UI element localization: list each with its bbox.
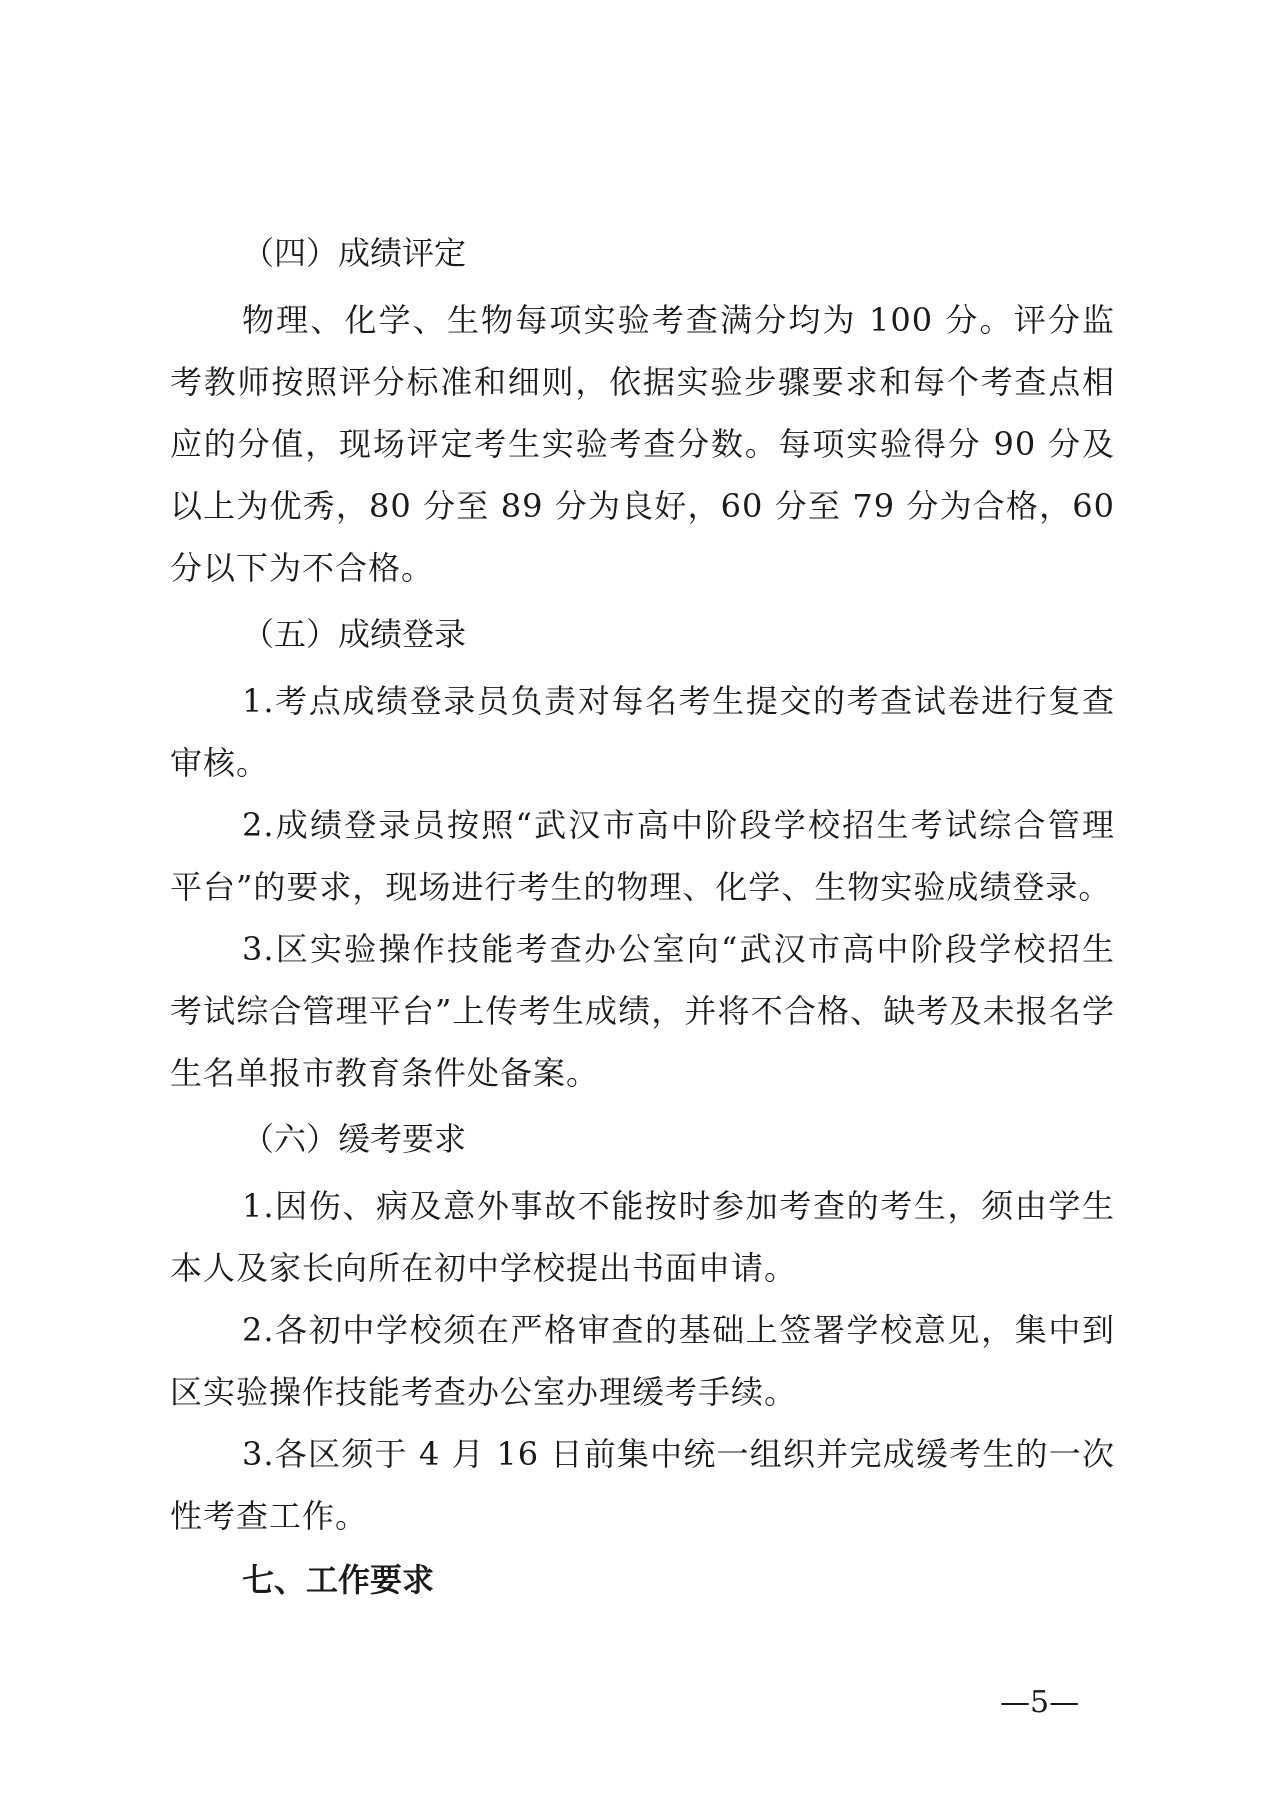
paragraph: 物理、化学、生物每项实验考查满分均为 100 分。评分监考教师按照评分标准和细则，依据实验步骤要求和每个考查点相应的分值，现场评定考生实验考查分数。每项实验得分 90 分及以上为优秀，80 分至 89 分为良好，60 分至 79 分为合格，60 分以下为不合格。 (170, 301, 1115, 587)
document-body (170, 228, 1115, 1605)
paragraph: 3.区实验操作技能考查办公室向“武汉市高中阶段学校招生考试综合管理平台”上传考生成绩，并将不合格、缺考及未报名学生名单报市教育条件处备案。 (170, 930, 1115, 1092)
paragraph: 2.各初中学校须在严格审查的基础上签署学校意见，集中到区实验操作技能考查办公室办理缓考手续。 (170, 1311, 1115, 1411)
page-number: —5— (1000, 1685, 1080, 1720)
section-deferred-exam (170, 1114, 1115, 1547)
paragraph: 3.各区须于 4 月 16 日前集中统一组织并完成缓考生的一次性考查工作。 (170, 1435, 1115, 1535)
main-heading: 七、工作要求 (242, 1561, 435, 1599)
section-heading: （六）缓考要求 (242, 1120, 467, 1158)
paragraph: 1.因伤、病及意外事故不能按时参加考查的考生，须由学生本人及家长向所在初中学校提出书面申请。 (170, 1187, 1115, 1287)
paragraph: 2.成绩登录员按照“武汉市高中阶段学校招生考试综合管理平台”的要求，现场进行考生的物理、化学、生物实验成绩登录。 (170, 806, 1115, 906)
section-heading: （五）成绩登录 (242, 615, 467, 653)
section-heading: （四）成绩评定 (242, 234, 467, 272)
section-grade-entry (170, 609, 1115, 1104)
paragraph: 1.考点成绩登录员负责对每名考生提交的考查试卷进行复查审核。 (170, 682, 1115, 782)
section-grade-assessment (170, 228, 1115, 599)
